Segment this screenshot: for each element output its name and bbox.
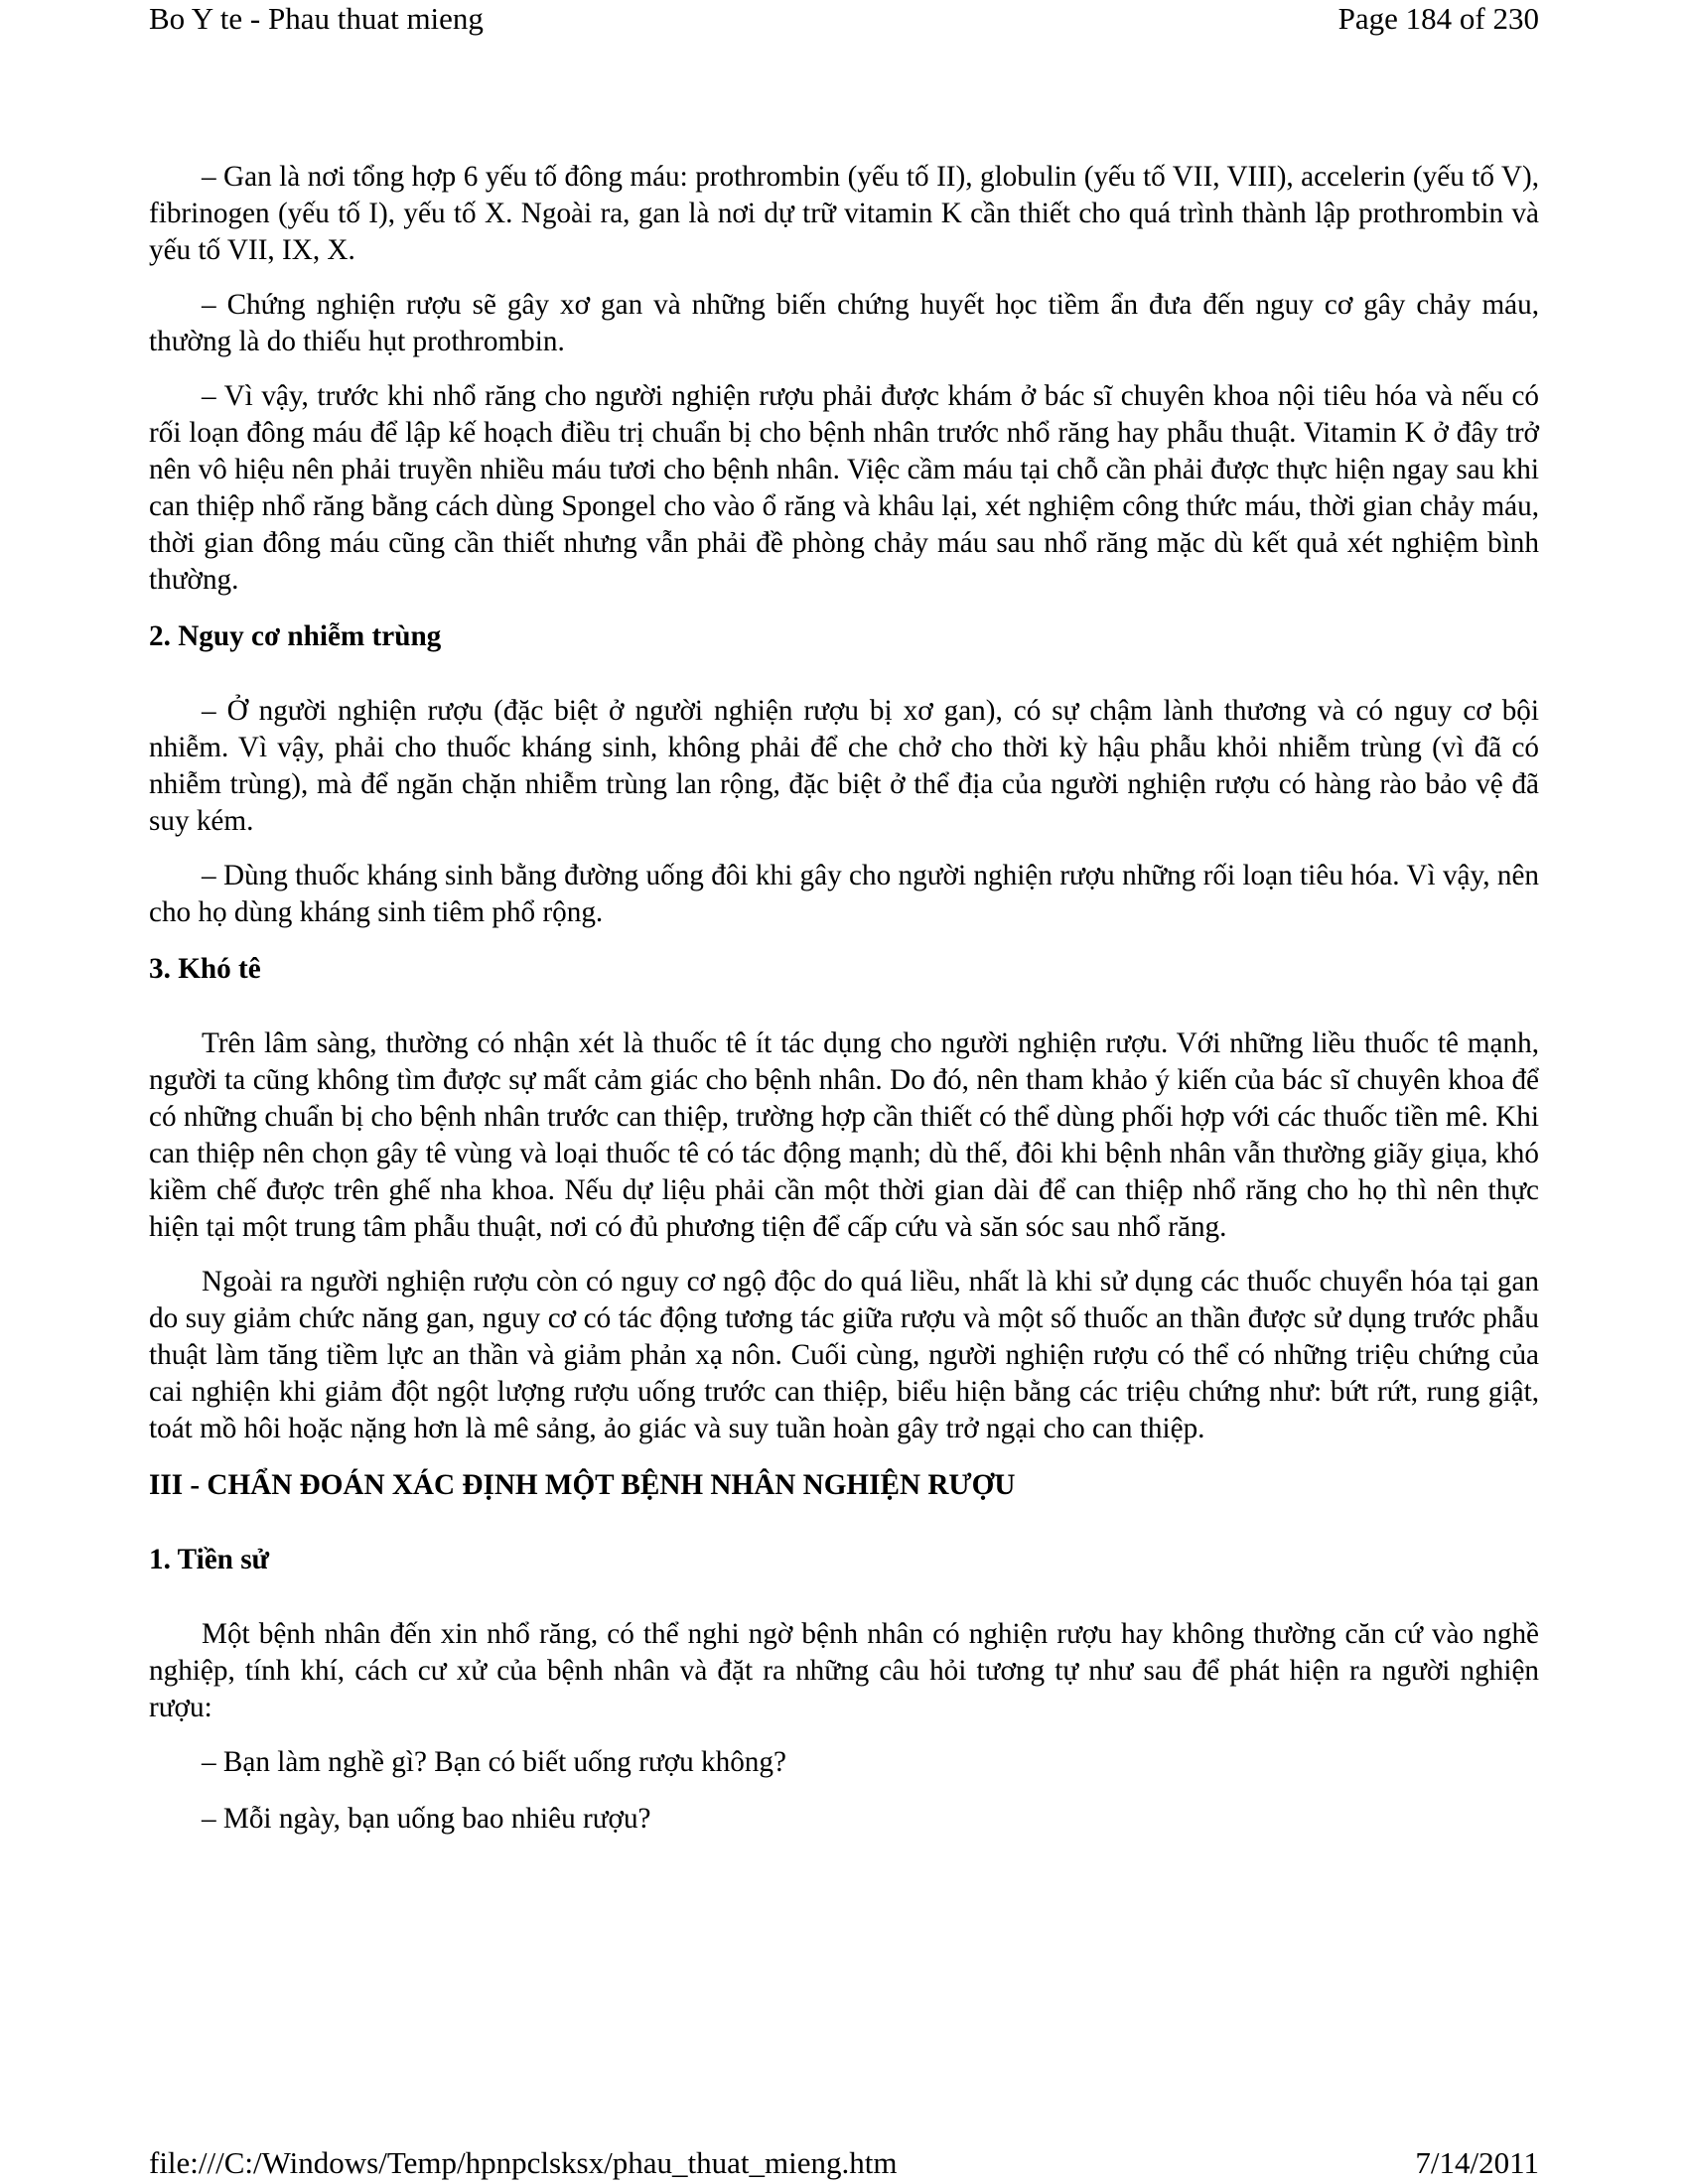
paragraph-cirrhosis-bleeding: – Chứng nghiện rượu sẽ gây xơ gan và những biến chứng huyết học tiềm ẩn đưa đến nguy cơ gây chảy máu, thường là do thiếu hụt prothrombin. bbox=[149, 289, 1539, 357]
page-footer bbox=[149, 2144, 1539, 2184]
question-daily-amount: – Mỗi ngày, bạn uống bao nhiêu rượu? bbox=[202, 1803, 651, 1835]
paragraph-delayed-healing: – Ở người nghiện rượu (đặc biệt ở người nghiện rượu bị xơ gan), có sự chậm lành thương và có nguy cơ bội nhiễm. Vì vậy, phải cho thuốc kháng sinh, không phải để che chở cho thời kỳ hậu phẫu khỏi nhiễm trùng (vì đã có nhiễm trùng), mà để ngăn chặn nhiễm trùng lan rộng, đặc biệt ở thể địa của người nghiện rượu có hàng rào bảo vệ đã suy kém. bbox=[149, 695, 1539, 837]
paragraph-anesthesia-effect: Trên lâm sàng, thường có nhận xét là thuốc tê ít tác dụng cho người nghiện rượu. Với những liều thuốc tê mạnh, người ta cũng không tìm được sự mất cảm giác cho bệnh nhân. Do đó, nên tham khảo ý kiến của bác sĩ chuyên khoa để có những chuẩn bị cho bệnh nhân trước can thiệp, trường hợp cần thiết có thể dùng phối hợp với các thuốc tiền mê. Khi can thiệp nên chọn gây tê vùng và loại thuốc tê có tác động mạnh; dù thế, đôi khi bệnh nhân vẫn thường giãy giụa, khó kiềm chế được trên ghế nha khoa. Nếu dự liệu phải cần một thời gian dài để can thiệp nhổ răng cho họ thì nên thực hiện tại một trung tâm phẫu thuật, nơi có đủ phương tiện để cấp cứu và săn sóc sau nhổ răng. bbox=[149, 1027, 1539, 1243]
paragraph-pre-extraction-exam: – Vì vậy, trước khi nhổ răng cho người nghiện rượu phải được khám ở bác sĩ chuyên khoa nội tiêu hóa và nếu có rối loạn đông máu để lập kế hoạch điều trị chuẩn bị cho bệnh nhân trước nhổ răng hay phẫu thuật. Vitamin K ở đây trở nên vô hiệu nên phải truyền nhiều máu tươi cho bệnh nhân. Việc cầm máu tại chỗ cần phải được thực hiện ngay sau khi can thiệp nhổ răng bằng cách dùng Spongel cho vào ổ răng và khâu lại, xét nghiệm công thức máu, thời gian chảy máu, thời gian đông máu cũng cần thiết nhưng vẫn phải đề phòng chảy máu sau nhổ răng mặc dù kết quả xét nghiệm bình thường. bbox=[149, 380, 1539, 596]
document-body bbox=[149, 159, 1539, 1857]
paragraph-overdose-risk: Ngoài ra người nghiện rượu còn có nguy cơ ngộ độc do quá liều, nhất là khi sử dụng các thuốc chuyển hóa tại gan do suy giảm chức năng gan, nguy cơ có tác động tương tác giữa rượu và một số thuốc an thần được sử dụng trước phẫu thuật làm tăng tiềm lực an thần và giảm phản xạ nôn. Cuối cùng, người nghiện rượu có thể có những triệu chứng của cai nghiện khi giảm đột ngột lượng rượu uống trước can thiệp, biểu hiện bằng các triệu chứng như: bứt rứt, rung giật, toát mồ hôi hoặc nặng hơn là mê sảng, ảo giác và suy tuần hoàn gây trở ngại cho can thiệp. bbox=[149, 1266, 1539, 1444]
page-number: Page 184 of 230 bbox=[1337, 1, 1539, 36]
file-path: file:///C:/Windows/Temp/hpnpclsksx/phau_thuat_mieng.htm bbox=[149, 2145, 898, 2180]
paragraph-liver-clotting-factors: – Gan là nơi tổng hợp 6 yếu tố đông máu: prothrombin (yếu tố II), globulin (yếu tố VII, VIII), accelerin (yếu tố V), fibrinogen (yếu tố I), yếu tố X. Ngoài ra, gan là nơi dự trữ vitamin K cần thiết cho quá trình thành lập prothrombin và yếu tố VII, IX, X. bbox=[149, 161, 1539, 266]
heading-infection-risk: 2. Nguy cơ nhiễm trùng bbox=[149, 620, 442, 652]
paragraph-history-questions: Một bệnh nhân đến xin nhổ răng, có thể nghi ngờ bệnh nhân có nghiện rượu hay không thường căn cứ vào nghề nghiệp, tính khí, cách cư xử của bệnh nhân và đặt ra những câu hỏi tương tự như sau để phát hiện ra người nghiện rượu: bbox=[149, 1618, 1539, 1723]
print-date: 7/14/2011 bbox=[1415, 2145, 1539, 2180]
page-header bbox=[149, 0, 1539, 40]
document-title: Bo Y te - Phau thuat mieng bbox=[149, 1, 484, 36]
paragraph-antibiotics: – Dùng thuốc kháng sinh bằng đường uống đôi khi gây cho người nghiện rượu những rối loạn tiêu hóa. Vì vậy, nên cho họ dùng kháng sinh tiêm phổ rộng. bbox=[149, 860, 1539, 928]
heading-anesthesia-difficulty: 3. Khó tê bbox=[149, 953, 261, 985]
heading-section-diagnosis: III - CHẨN ĐOÁN XÁC ĐỊNH MỘT BỆNH NHÂN NGHIỆN RƯỢU bbox=[149, 1469, 1016, 1501]
question-occupation: – Bạn làm nghề gì? Bạn có biết uống rượu không? bbox=[202, 1746, 786, 1778]
heading-history: 1. Tiền sử bbox=[149, 1544, 270, 1575]
